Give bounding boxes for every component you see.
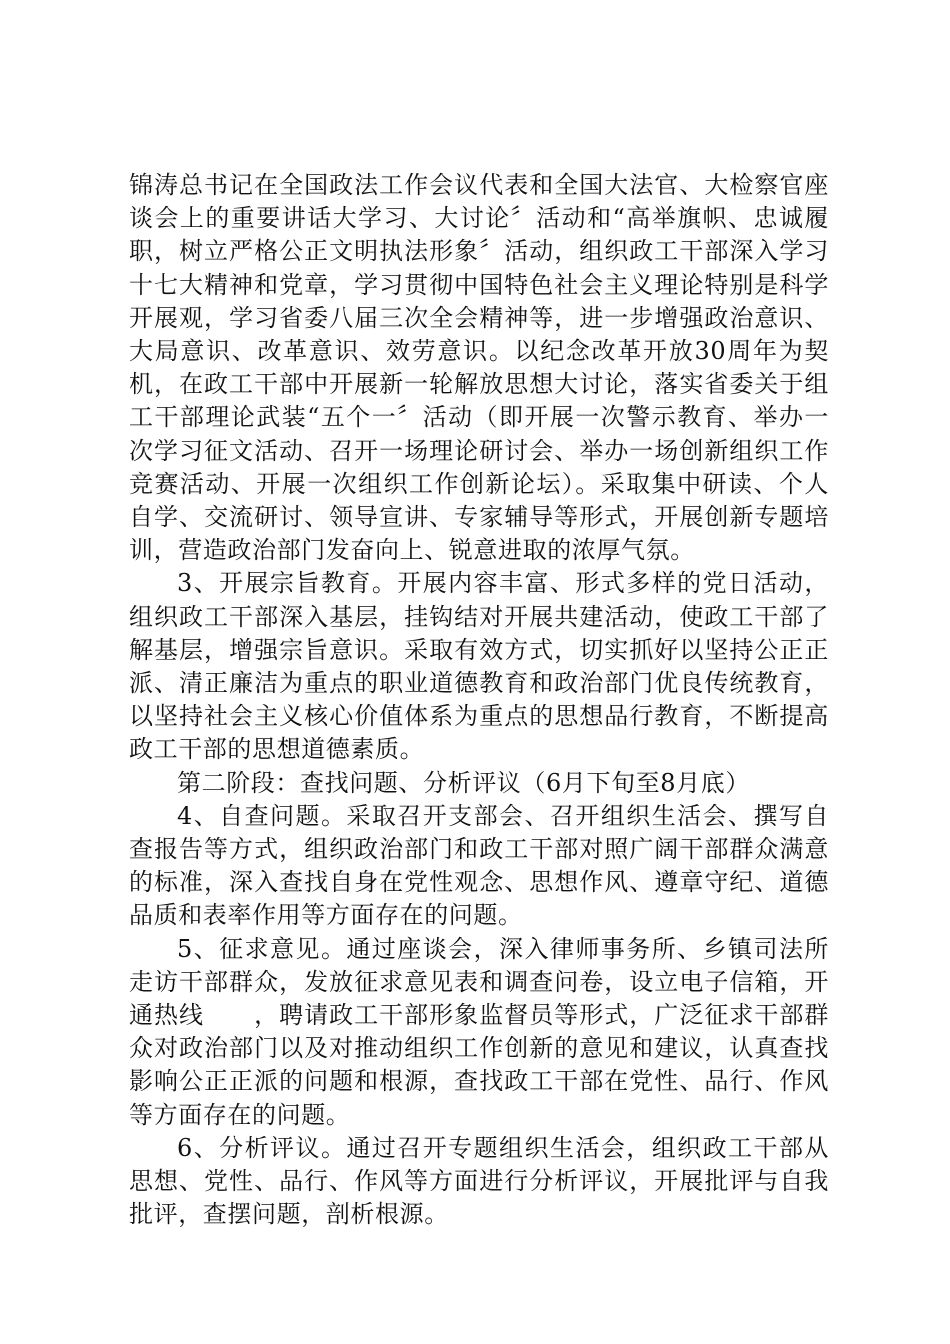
paragraph-purpose-education: 3、开展宗旨教育。开展内容丰富、形式多样的党日活动，组织政工干部深入基层，挂钩结对开展共建活动，使政工干部了解基层，增强宗旨意识。采取有效方式，切实抓好以坚持公正正派、清正廉洁为重点的职业道德教育和政治部门优良传统教育，以坚持社会主义核心价值体系为重点的思想品行教育，不断提高政工干部的思想道德素质。	[129, 569, 829, 764]
section-heading-stage-two: 第二阶段：查找问题、分析评议（6月下旬至8月底）	[177, 768, 750, 797]
document-body	[129, 169, 829, 1232]
paragraph-analysis-review: 6、分析评议。通过召开专题组织生活会，组织政工干部从思想、党性、品行、作风等方面进行分析评议，开展批评与自我批评，查摆问题，剖析根源。	[129, 1133, 829, 1229]
paragraph-self-check: 4、自查问题。采取召开支部会、召开组织生活会、撰写自查报告等方式，组织政治部门和政工干部对照广阔干部群众满意的标准，深入查找自身在党性观念、思想作风、遵章守纪、道德品质和表率作用等方面存在的问题。	[129, 801, 829, 930]
paragraph-study-activities: 锦涛总书记在全国政法工作会议代表和全国大法官、大检察官座谈会上的重要讲话大学习、大讨论〞活动和“高举旗帜、忠诚履职，树立严格公正文明执法形象〞活动，组织政工干部深入学习十七大精神和党章，学习贯彻中国特色社会主义理论特别是科学开展观，学习省委八届三次全会精神等，进一步增强政治意识、大局意识、改革意识、效劳意识。以纪念改革开放30周年为契机，在政工干部中开展新一轮解放思想大讨论，落实省委关于组工干部理论武装“五个一〞活动（即开展一次警示教育、举办一次学习征文活动、召开一场理论研讨会、举办一场创新组织工作竞赛活动、开展一次组织工作创新论坛）。采取集中研读、个人自学、交流研讨、领导宣讲、专家辅导等形式，开展创新专题培训，营造政治部门发奋向上、锐意进取的浓厚气氛。	[129, 171, 829, 565]
paragraph-solicit-opinions: 5、征求意见。通过座谈会，深入律师事务所、乡镇司法所走访干部群众，发放征求意见表和调查问卷，设立电子信箱，开通热线 ，聘请政工干部形象监督员等形式，广泛征求干部群众对政治部门以及对推动组织工作创新的意见和建议，认真查找影响公正正派的问题和根源，查找政工干部在党性、品行、作风等方面存在的问题。	[129, 934, 829, 1129]
